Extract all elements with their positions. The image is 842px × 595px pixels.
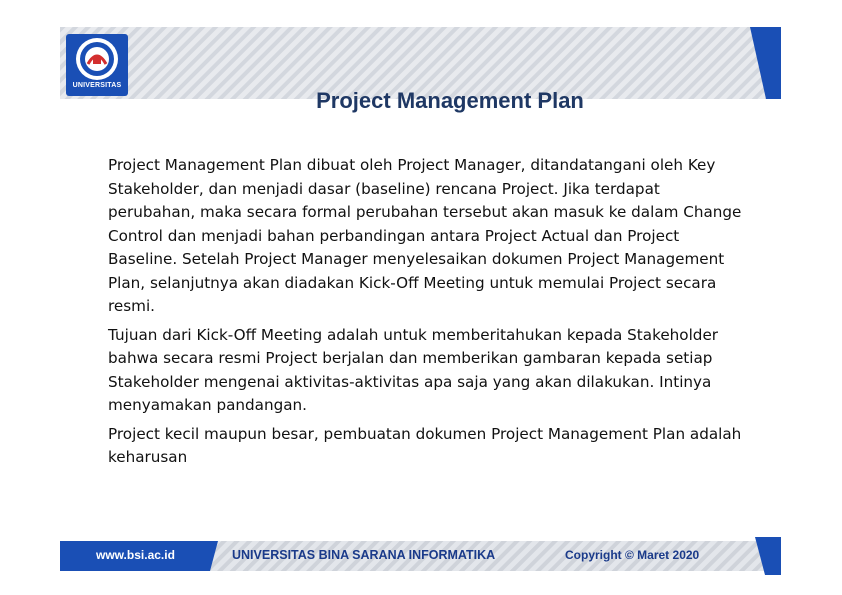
footer-university: UNIVERSITAS BINA SARANA INFORMATIKA [232,548,496,562]
slide-title: Project Management Plan [316,88,584,113]
footer-copyright: Copyright © Maret 2020 [565,548,700,562]
logo-emblem-icon [72,36,122,82]
footer-url: www.bsi.ac.id [96,548,175,562]
paragraph-3: Project kecil maupun besar, pembuatan dokumen Project Management Plan adalah keharusan [108,424,742,466]
logo-caption: UNIVERSITAS [72,82,122,89]
footer-band [60,537,781,575]
university-logo [66,34,128,96]
slide-body [108,154,748,475]
paragraph-2: Tujuan dari Kick-Off Meeting adalah untuk memberitahukan kepada Stakeholder bahwa secara resmi Project berjalan dan memberikan gambaran kepada setiap Stakeholder mengenai aktivitas-aktivitas apa saja yang akan dilakukan. Intinya menyamakan pandangan. [108,325,719,414]
paragraph-1: Project Management Plan dibuat oleh Project Manager, ditandatangani oleh Key Stakeholder, dan menjadi dasar (baseline) rencana Project. Jika terdapat perubahan, maka secara formal perubahan tersebut akan masuk ke dalam Change Control dan menjadi bahan perbandingan antara Project Actual dan Project Baseline. Setelah Project Manager menyelesaikan dokumen Project Management Plan, selanjutnya akan diadakan Kick-Off Meeting untuk memulai Project secara resmi. [108,156,742,315]
